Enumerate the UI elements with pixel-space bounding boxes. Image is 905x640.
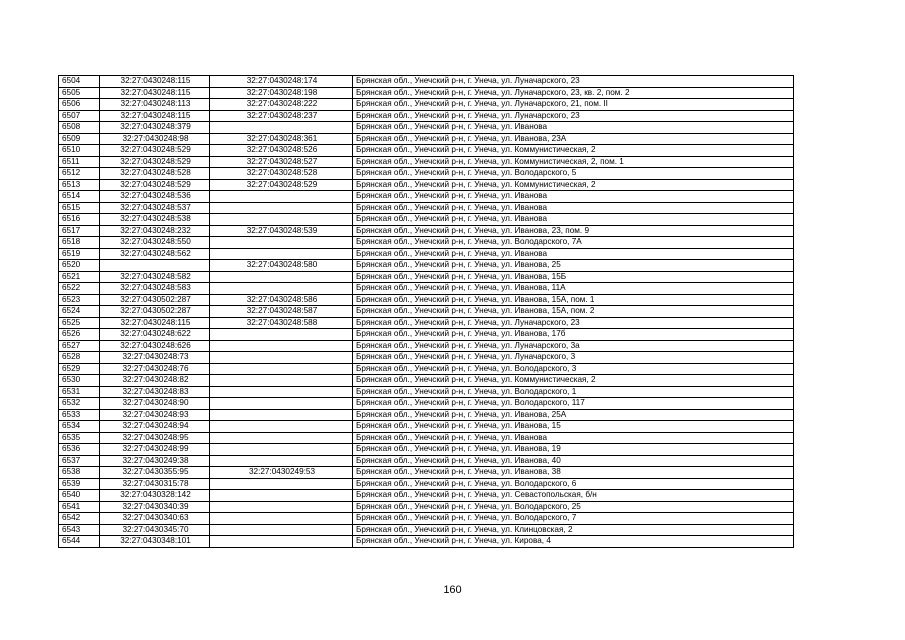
- address-cell: Брянская обл., Унечский р-н, г. Унеча, ул. Иванова, 38: [353, 467, 794, 479]
- object-cadastral-number-cell: [210, 478, 353, 490]
- row-number-cell: 6530: [59, 375, 100, 387]
- row-number-cell: 6535: [59, 432, 100, 444]
- cadastral-number-cell: 32:27:0430248:536: [100, 191, 210, 203]
- cadastral-number-cell: 32:27:0430340:63: [100, 513, 210, 525]
- address-cell: Брянская обл., Унечский р-н, г. Унеча, ул. Коммунистическая, 2: [353, 375, 794, 387]
- cadastral-number-cell: 32:27:0430248:622: [100, 329, 210, 341]
- cadastral-number-cell: 32:27:0430248:538: [100, 214, 210, 226]
- address-cell: Брянская обл., Унечский р-н, г. Унеча, ул. Иванова: [353, 202, 794, 214]
- table-row: [59, 145, 794, 157]
- cadastral-number-cell: 32:27:0430502:287: [100, 306, 210, 318]
- object-cadastral-number-cell: 32:27:0430248:586: [210, 294, 353, 306]
- table-row: [59, 455, 794, 467]
- address-cell: Брянская обл., Унечский р-н, г. Унеча, ул. Иванова, 40: [353, 455, 794, 467]
- address-cell: Брянская обл., Унечский р-н, г. Унеча, ул. Володарского, 5: [353, 168, 794, 180]
- object-cadastral-number-cell: 32:27:0430248:527: [210, 156, 353, 168]
- object-cadastral-number-cell: [210, 513, 353, 525]
- address-cell: Брянская обл., Унечский р-н, г. Унеча, ул. Володарского, 25: [353, 501, 794, 513]
- cadastral-number-cell: 32:27:0430248:76: [100, 363, 210, 375]
- row-number-cell: 6534: [59, 421, 100, 433]
- table-row: [59, 122, 794, 134]
- cadastral-number-cell: 32:27:0430248:529: [100, 145, 210, 157]
- row-number-cell: 6533: [59, 409, 100, 421]
- address-cell: Брянская обл., Унечский р-н, г. Унеча, ул. Коммунистическая, 2: [353, 179, 794, 191]
- object-cadastral-number-cell: [210, 536, 353, 548]
- table-row: [59, 283, 794, 295]
- address-cell: Брянская обл., Унечский р-н, г. Унеча, ул. Коммунистическая, 2, пом. 1: [353, 156, 794, 168]
- row-number-cell: 6541: [59, 501, 100, 513]
- table-row: [59, 352, 794, 364]
- object-cadastral-number-cell: [210, 340, 353, 352]
- row-number-cell: 6515: [59, 202, 100, 214]
- address-cell: Брянская обл., Унечский р-н, г. Унеча, ул. Иванова, 15Б: [353, 271, 794, 283]
- object-cadastral-number-cell: [210, 237, 353, 249]
- address-cell: Брянская обл., Унечский р-н, г. Унеча, ул. Иванова, 19: [353, 444, 794, 456]
- object-cadastral-number-cell: [210, 191, 353, 203]
- object-cadastral-number-cell: [210, 214, 353, 226]
- table-row: [59, 99, 794, 111]
- object-cadastral-number-cell: 32:27:0430248:588: [210, 317, 353, 329]
- row-number-cell: 6507: [59, 110, 100, 122]
- object-cadastral-number-cell: [210, 409, 353, 421]
- address-cell: Брянская обл., Унечский р-н, г. Унеча, ул. Иванова: [353, 191, 794, 203]
- table-row: [59, 294, 794, 306]
- table-row: [59, 317, 794, 329]
- cadastral-number-cell: 32:27:0430502:287: [100, 294, 210, 306]
- row-number-cell: 6532: [59, 398, 100, 410]
- row-number-cell: 6505: [59, 87, 100, 99]
- address-cell: Брянская обл., Унечский р-н, г. Унеча, ул. Иванова: [353, 214, 794, 226]
- row-number-cell: 6540: [59, 490, 100, 502]
- address-cell: Брянская обл., Унечский р-н, г. Унеча, ул. Луначарского, 3: [353, 352, 794, 364]
- row-number-cell: 6523: [59, 294, 100, 306]
- cadastral-number-cell: 32:27:0430340:39: [100, 501, 210, 513]
- object-cadastral-number-cell: [210, 501, 353, 513]
- cadastral-number-cell: 32:27:0430345:70: [100, 524, 210, 536]
- row-number-cell: 6526: [59, 329, 100, 341]
- row-number-cell: 6516: [59, 214, 100, 226]
- address-cell: Брянская обл., Унечский р-н, г. Унеча, ул. Иванова, 11А: [353, 283, 794, 295]
- row-number-cell: 6521: [59, 271, 100, 283]
- object-cadastral-number-cell: [210, 524, 353, 536]
- table-row: [59, 340, 794, 352]
- address-cell: Брянская обл., Унечский р-н, г. Унеча, ул. Коммунистическая, 2: [353, 145, 794, 157]
- object-cadastral-number-cell: 32:27:0430248:237: [210, 110, 353, 122]
- cadastral-number-cell: 32:27:0430249:38: [100, 455, 210, 467]
- cadastral-number-cell: 32:27:0430248:98: [100, 133, 210, 145]
- table-row: [59, 133, 794, 145]
- row-number-cell: 6543: [59, 524, 100, 536]
- address-cell: Брянская обл., Унечский р-н, г. Унеча, ул. Иванова, 17б: [353, 329, 794, 341]
- cadastral-number-cell: 32:27:0430248:99: [100, 444, 210, 456]
- address-cell: Брянская обл., Унечский р-н, г. Унеча, ул. Клинцовская, 2: [353, 524, 794, 536]
- address-cell: Брянская обл., Унечский р-н, г. Унеча, ул. Володарского, 7: [353, 513, 794, 525]
- address-cell: Брянская обл., Унечский р-н, г. Унеча, ул. Луначарского, 3а: [353, 340, 794, 352]
- object-cadastral-number-cell: 32:27:0430249:53: [210, 467, 353, 479]
- row-number-cell: 6529: [59, 363, 100, 375]
- address-cell: Брянская обл., Унечский р-н, г. Унеча, ул. Иванова, 15А, пом. 2: [353, 306, 794, 318]
- object-cadastral-number-cell: [210, 202, 353, 214]
- registry-table-body: [59, 76, 794, 548]
- object-cadastral-number-cell: [210, 122, 353, 134]
- row-number-cell: 6520: [59, 260, 100, 272]
- cadastral-number-cell: 32:27:0430248:95: [100, 432, 210, 444]
- table-row: [59, 248, 794, 260]
- row-number-cell: 6522: [59, 283, 100, 295]
- cadastral-number-cell: 32:27:0430248:94: [100, 421, 210, 433]
- cadastral-number-cell: 32:27:0430248:83: [100, 386, 210, 398]
- object-cadastral-number-cell: 32:27:0430248:529: [210, 179, 353, 191]
- table-row: [59, 329, 794, 341]
- table-row: [59, 386, 794, 398]
- row-number-cell: 6524: [59, 306, 100, 318]
- table-row: [59, 536, 794, 548]
- table-row: [59, 467, 794, 479]
- address-cell: Брянская обл., Унечский р-н, г. Унеча, ул. Володарского, 3: [353, 363, 794, 375]
- row-number-cell: 6525: [59, 317, 100, 329]
- table-row: [59, 191, 794, 203]
- cadastral-number-cell: 32:27:0430248:90: [100, 398, 210, 410]
- cadastral-number-cell: 32:27:0430328:142: [100, 490, 210, 502]
- table-row: [59, 398, 794, 410]
- object-cadastral-number-cell: [210, 386, 353, 398]
- row-number-cell: 6542: [59, 513, 100, 525]
- address-cell: Брянская обл., Унечский р-н, г. Унеча, ул. Луначарского, 23, кв. 2, пом. 2: [353, 87, 794, 99]
- table-row: [59, 501, 794, 513]
- cadastral-number-cell: 32:27:0430248:113: [100, 99, 210, 111]
- table-row: [59, 179, 794, 191]
- object-cadastral-number-cell: [210, 455, 353, 467]
- table-row: [59, 513, 794, 525]
- object-cadastral-number-cell: 32:27:0430248:528: [210, 168, 353, 180]
- cadastral-number-cell: 32:27:0430248:73: [100, 352, 210, 364]
- row-number-cell: 6509: [59, 133, 100, 145]
- row-number-cell: 6537: [59, 455, 100, 467]
- cadastral-number-cell: 32:27:0430248:115: [100, 76, 210, 88]
- table-row: [59, 156, 794, 168]
- table-row: [59, 444, 794, 456]
- row-number-cell: 6531: [59, 386, 100, 398]
- cadastral-number-cell: 32:27:0430315:78: [100, 478, 210, 490]
- address-cell: Брянская обл., Унечский р-н, г. Унеча, ул. Володарского, 117: [353, 398, 794, 410]
- object-cadastral-number-cell: [210, 283, 353, 295]
- cadastral-number-cell: 32:27:0430248:115: [100, 110, 210, 122]
- address-cell: Брянская обл., Унечский р-н, г. Унеча, ул. Луначарского, 21, пом. II: [353, 99, 794, 111]
- table-row: [59, 375, 794, 387]
- object-cadastral-number-cell: [210, 329, 353, 341]
- table-row: [59, 478, 794, 490]
- cadastral-number-cell: 32:27:0430248:115: [100, 87, 210, 99]
- cadastral-registry-table: [58, 75, 794, 548]
- table-row: [59, 214, 794, 226]
- cadastral-number-cell: 32:27:0430248:115: [100, 317, 210, 329]
- row-number-cell: 6511: [59, 156, 100, 168]
- cadastral-number-cell: 32:27:0430248:582: [100, 271, 210, 283]
- address-cell: Брянская обл., Унечский р-н, г. Унеча, ул. Иванова: [353, 432, 794, 444]
- object-cadastral-number-cell: [210, 248, 353, 260]
- address-cell: Брянская обл., Унечский р-н, г. Унеча, ул. Севастопольская, б/н: [353, 490, 794, 502]
- object-cadastral-number-cell: [210, 490, 353, 502]
- address-cell: Брянская обл., Унечский р-н, г. Унеча, ул. Иванова: [353, 248, 794, 260]
- object-cadastral-number-cell: 32:27:0430248:587: [210, 306, 353, 318]
- object-cadastral-number-cell: [210, 363, 353, 375]
- cadastral-number-cell: 32:27:0430248:550: [100, 237, 210, 249]
- table-row: [59, 168, 794, 180]
- row-number-cell: 6517: [59, 225, 100, 237]
- cadastral-number-cell: 32:27:0430348:101: [100, 536, 210, 548]
- object-cadastral-number-cell: [210, 432, 353, 444]
- address-cell: Брянская обл., Унечский р-н, г. Унеча, ул. Иванова, 15А, пом. 1: [353, 294, 794, 306]
- row-number-cell: 6508: [59, 122, 100, 134]
- object-cadastral-number-cell: 32:27:0430248:361: [210, 133, 353, 145]
- address-cell: Брянская обл., Унечский р-н, г. Унеча, ул. Луначарского, 23: [353, 110, 794, 122]
- table-row: [59, 271, 794, 283]
- cadastral-number-cell: 32:27:0430355:95: [100, 467, 210, 479]
- row-number-cell: 6536: [59, 444, 100, 456]
- cadastral-number-cell: 32:27:0430248:232: [100, 225, 210, 237]
- table-row: [59, 237, 794, 249]
- page-number: 160: [443, 584, 462, 596]
- table-row: [59, 432, 794, 444]
- object-cadastral-number-cell: [210, 375, 353, 387]
- table-row: [59, 225, 794, 237]
- cadastral-number-cell: 32:27:0430248:583: [100, 283, 210, 295]
- object-cadastral-number-cell: [210, 421, 353, 433]
- cadastral-number-cell: 32:27:0430248:562: [100, 248, 210, 260]
- cadastral-number-cell: 32:27:0430248:379: [100, 122, 210, 134]
- row-number-cell: 6506: [59, 99, 100, 111]
- object-cadastral-number-cell: [210, 352, 353, 364]
- object-cadastral-number-cell: [210, 444, 353, 456]
- object-cadastral-number-cell: 32:27:0430248:539: [210, 225, 353, 237]
- row-number-cell: 6518: [59, 237, 100, 249]
- address-cell: Брянская обл., Унечский р-н, г. Унеча, ул. Луначарского, 23: [353, 76, 794, 88]
- object-cadastral-number-cell: [210, 398, 353, 410]
- cadastral-number-cell: 32:27:0430248:93: [100, 409, 210, 421]
- address-cell: Брянская обл., Унечский р-н, г. Унеча, ул. Володарского, 7А: [353, 237, 794, 249]
- table-row: [59, 524, 794, 536]
- table-row: [59, 87, 794, 99]
- row-number-cell: 6544: [59, 536, 100, 548]
- row-number-cell: 6504: [59, 76, 100, 88]
- table-row: [59, 260, 794, 272]
- object-cadastral-number-cell: 32:27:0430248:222: [210, 99, 353, 111]
- cadastral-number-cell: 32:27:0430248:626: [100, 340, 210, 352]
- address-cell: Брянская обл., Унечский р-н, г. Унеча, ул. Иванова: [353, 122, 794, 134]
- row-number-cell: 6512: [59, 168, 100, 180]
- cadastral-number-cell: 32:27:0430248:529: [100, 179, 210, 191]
- table-row: [59, 421, 794, 433]
- table-row: [59, 306, 794, 318]
- table-row: [59, 363, 794, 375]
- row-number-cell: 6510: [59, 145, 100, 157]
- address-cell: Брянская обл., Унечский р-н, г. Унеча, ул. Иванова, 23, пом. 9: [353, 225, 794, 237]
- object-cadastral-number-cell: 32:27:0430248:198: [210, 87, 353, 99]
- address-cell: Брянская обл., Унечский р-н, г. Унеча, ул. Луначарского, 23: [353, 317, 794, 329]
- row-number-cell: 6538: [59, 467, 100, 479]
- table-row: [59, 202, 794, 214]
- table-row: [59, 490, 794, 502]
- table-row: [59, 409, 794, 421]
- table-row: [59, 76, 794, 88]
- object-cadastral-number-cell: 32:27:0430248:174: [210, 76, 353, 88]
- row-number-cell: 6513: [59, 179, 100, 191]
- object-cadastral-number-cell: 32:27:0430248:526: [210, 145, 353, 157]
- object-cadastral-number-cell: 32:27:0430248:580: [210, 260, 353, 272]
- address-cell: Брянская обл., Унечский р-н, г. Унеча, ул. Иванова, 23А: [353, 133, 794, 145]
- row-number-cell: 6514: [59, 191, 100, 203]
- cadastral-number-cell: 32:27:0430248:528: [100, 168, 210, 180]
- address-cell: Брянская обл., Унечский р-н, г. Унеча, ул. Володарского, 6: [353, 478, 794, 490]
- cadastral-number-cell: 32:27:0430248:537: [100, 202, 210, 214]
- cadastral-number-cell: [100, 260, 210, 272]
- cadastral-number-cell: 32:27:0430248:82: [100, 375, 210, 387]
- address-cell: Брянская обл., Унечский р-н, г. Унеча, ул. Иванова, 25А: [353, 409, 794, 421]
- cadastral-number-cell: 32:27:0430248:529: [100, 156, 210, 168]
- row-number-cell: 6527: [59, 340, 100, 352]
- address-cell: Брянская обл., Унечский р-н, г. Унеча, ул. Володарского, 1: [353, 386, 794, 398]
- address-cell: Брянская обл., Унечский р-н, г. Унеча, ул. Кирова, 4: [353, 536, 794, 548]
- address-cell: Брянская обл., Унечский р-н, г. Унеча, ул. Иванова, 15: [353, 421, 794, 433]
- row-number-cell: 6539: [59, 478, 100, 490]
- table-row: [59, 110, 794, 122]
- row-number-cell: 6519: [59, 248, 100, 260]
- row-number-cell: 6528: [59, 352, 100, 364]
- object-cadastral-number-cell: [210, 271, 353, 283]
- address-cell: Брянская обл., Унечский р-н, г. Унеча, ул. Иванова, 25: [353, 260, 794, 272]
